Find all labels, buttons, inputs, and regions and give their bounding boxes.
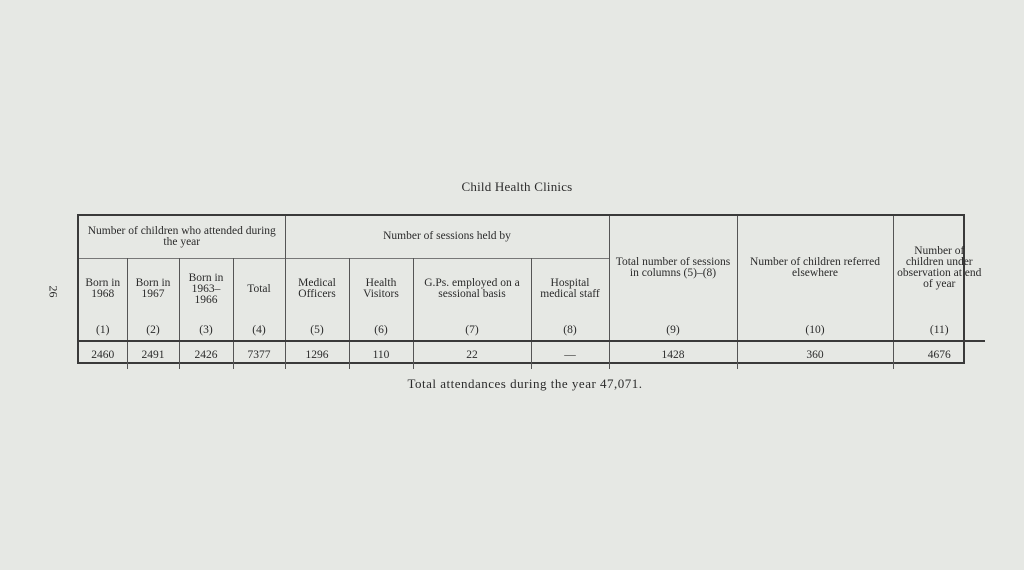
column-number: (2) (127, 320, 179, 341)
page-number: 26 (46, 285, 61, 298)
cell-under-observation: 4676 (893, 341, 985, 369)
footnote-total-attendances: Total attendances during the year 47,071. (407, 376, 643, 391)
cell-hospital-staff: — (531, 341, 609, 369)
header-under-observation: Number of children under observation at end of year (897, 245, 982, 290)
column-number: (10) (737, 320, 893, 341)
header-born-1968: Born in 1968 (79, 258, 127, 320)
header-sessions-held: Number of sessions held by (285, 216, 609, 258)
column-number: (1) (79, 320, 127, 341)
clinics-table (77, 214, 982, 364)
column-number: (11) (929, 323, 949, 336)
column-number: (7) (413, 320, 531, 341)
cell-medical-officers: 1296 (285, 341, 349, 369)
column-number: (3) (179, 320, 233, 341)
column-number: (9) (609, 320, 737, 341)
cell-total-children: 7377 (233, 341, 285, 369)
cell-born-1968: 2460 (79, 341, 127, 369)
header-born-1963-1966: Born in 1963– 1966 (179, 258, 233, 320)
cell-gps: 22 (413, 341, 531, 369)
column-number: (4) (233, 320, 285, 341)
header-children-attended: Number of children who attended during the year (79, 216, 285, 258)
column-number: (8) (531, 320, 609, 341)
cell-total-sessions: 1428 (609, 341, 737, 369)
header-hospital-staff: Hospital medical staff (531, 258, 609, 320)
cell-health-visitors: 110 (349, 341, 413, 369)
header-referred-elsewhere: Number of children referred elsewhere (737, 216, 893, 320)
header-born-1967: Born in 1967 (127, 258, 179, 320)
column-number: (6) (349, 320, 413, 341)
header-medical-officers: Medical Officers (285, 258, 349, 320)
column-number: (5) (285, 320, 349, 341)
table-row (79, 341, 985, 369)
header-health-visitors: Health Visitors (349, 258, 413, 320)
clinics-table-grid (79, 216, 985, 369)
header-total-children: Total (233, 258, 285, 320)
header-gps: G.Ps. employed on a sessional basis (413, 258, 531, 320)
cell-born-1963-1966: 2426 (179, 341, 233, 369)
table-title: Child Health Clinics (461, 179, 573, 194)
cell-referred-elsewhere: 360 (737, 341, 893, 369)
header-total-sessions: Total number of sessions in columns (5)–(8) (609, 216, 737, 320)
cell-born-1967: 2491 (127, 341, 179, 369)
